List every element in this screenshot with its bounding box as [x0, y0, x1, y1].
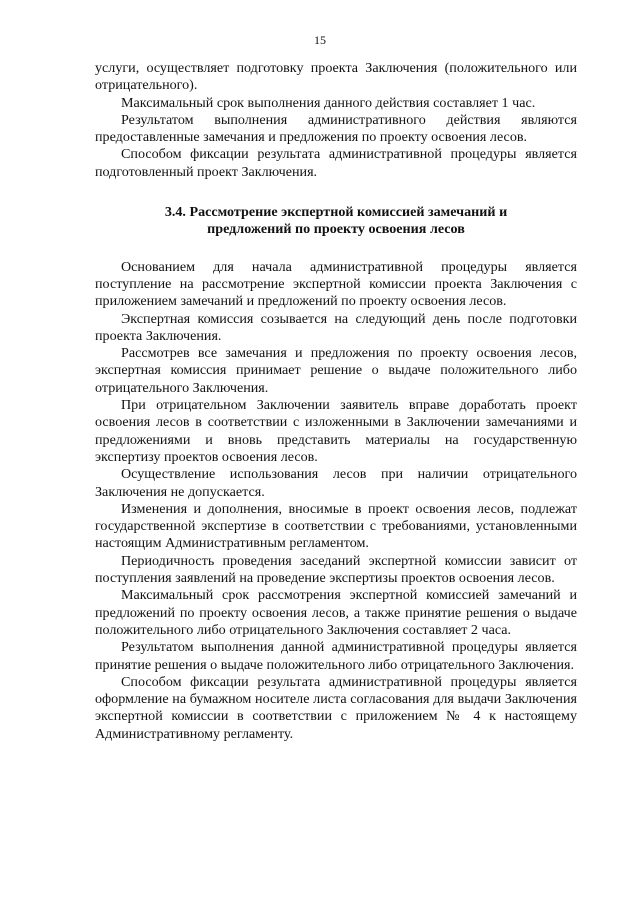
paragraph: Способом фиксации результата административной процедуры является оформление на бумажном носителе листа согласования для выдачи Заключения экспертной комиссии в соответствии с приложением № 4 к настоящему Административному регламенту. — [95, 673, 577, 742]
paragraph: Периодичность проведения заседаний экспертной комиссии зависит от поступления заявлений на проведение экспертизы проектов освоения лесов. — [95, 552, 577, 587]
section-heading: 3.4. Рассмотрение экспертной комиссией замечаний и предложений по проекту освоения лесов — [164, 204, 508, 238]
document-body — [95, 60, 577, 743]
paragraph: Максимальный срок выполнения данного действия составляет 1 час. — [121, 94, 536, 111]
paragraph: Способом фиксации результата административной процедуры является подготовленный проект Заключения. — [95, 146, 577, 180]
page-number: 15 — [314, 33, 326, 47]
paragraph: Экспертная комиссия созывается на следующий день после подготовки проекта Заключения. — [95, 310, 577, 344]
paragraph: При отрицательном Заключении заявитель вправе доработать проект освоения лесов в соответствии с изложенными в Заключении замечаниями и предложениями и вновь представить материалы на государственную экспертизу проектов освоения лесов. — [95, 397, 577, 465]
paragraph: услуги, осуществляет подготовку проекта Заключения (положительного или отрицательного). — [95, 60, 577, 94]
paragraph: Результатом выполнения административного действия являются предоставленные замечания и предложения по проекту освоения лесов. — [95, 111, 577, 146]
paragraph: Осуществление использования лесов при наличии отрицательного Заключения не допускается. — [95, 466, 577, 500]
paragraph: Максимальный срок рассмотрения экспертной комиссией замечаний и предложений по проекту освоения лесов, а также принятие решения о выдаче положительного либо отрицательного Заключения составляет 2 часа. — [95, 587, 577, 638]
paragraph: Рассмотрев все замечания и предложения по проекту освоения лесов, экспертная комиссия принимает решение о выдаче положительного либо отрицательного Заключения. — [95, 345, 577, 396]
paragraph: Результатом выполнения данной административной процедуры является принятие решения о выдаче положительного либо отрицательного Заключения. — [95, 639, 577, 673]
paragraph: Изменения и дополнения, вносимые в проект освоения лесов, подлежат государственной экспертизе в соответствии с требованиями, установленными настоящим Административным регламентом. — [95, 500, 577, 552]
paragraph: Основанием для начала административной процедуры является поступление на рассмотрение экспертной комиссии проекта Заключения с приложением замечаний и предложений по проекту освоения лесов. — [95, 258, 577, 310]
